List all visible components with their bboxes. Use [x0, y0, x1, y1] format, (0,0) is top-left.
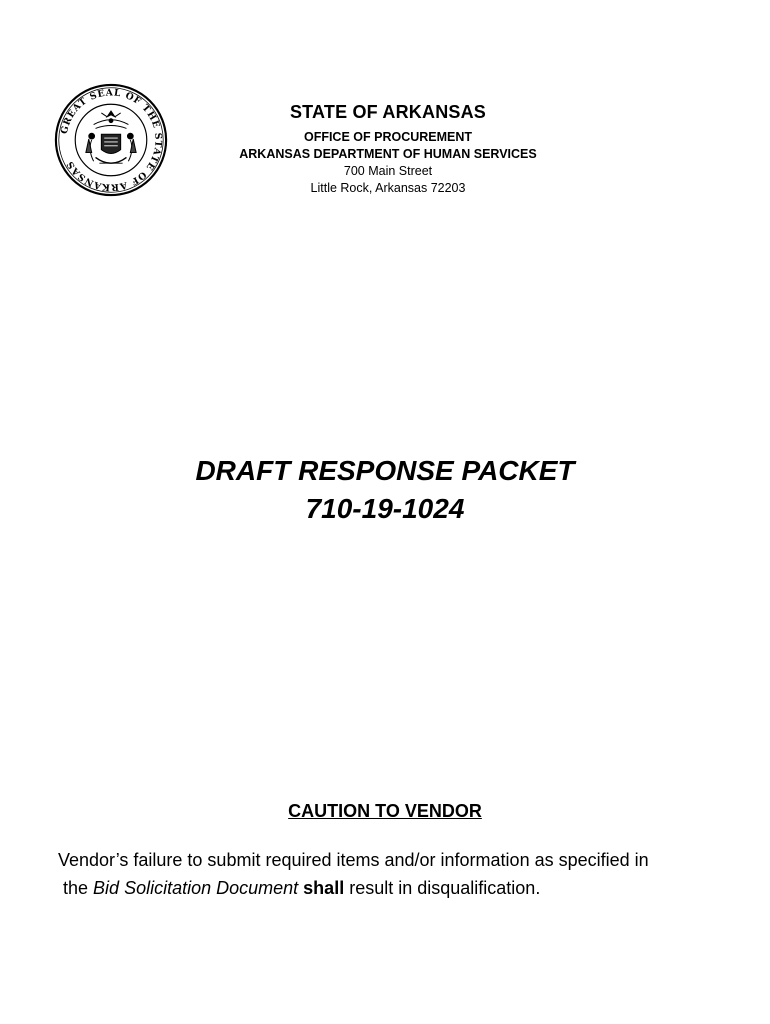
state-heading: STATE OF ARKANSAS [289, 102, 487, 122]
caution-line-2-prefix: the [63, 878, 89, 898]
letterhead [220, 100, 556, 197]
bid-solicitation-document-ref: Bid Solicitation Document [93, 878, 299, 898]
caution-heading: CAUTION TO VENDOR [288, 801, 482, 821]
caution-paragraph [58, 846, 738, 902]
packet-number: 710-19-1024 [305, 493, 465, 524]
packet-title: DRAFT RESPONSE PACKET [195, 455, 575, 486]
department-heading: ARKANSAS DEPARTMENT OF HUMAN SERVICES [239, 147, 537, 161]
caution-line-2 [58, 874, 738, 902]
city-address: Little Rock, Arkansas 72203 [310, 181, 466, 195]
arkansas-state-seal-icon [52, 82, 170, 198]
office-heading: OFFICE OF PROCUREMENT [303, 130, 473, 144]
shall-emphasis: shall [303, 878, 345, 898]
street-address: 700 Main Street [343, 164, 433, 178]
caution-line-1: Vendor’s failure to submit required items and/or information as specified in [58, 850, 649, 870]
caution-line-2-suffix: result in disqualification. [349, 878, 541, 898]
svg-text:GREAT SEAL OF THE STATE OF ARK: GREAT SEAL OF THE STATE OF ARKANSAS [58, 87, 164, 193]
packet-title-block [0, 452, 770, 528]
